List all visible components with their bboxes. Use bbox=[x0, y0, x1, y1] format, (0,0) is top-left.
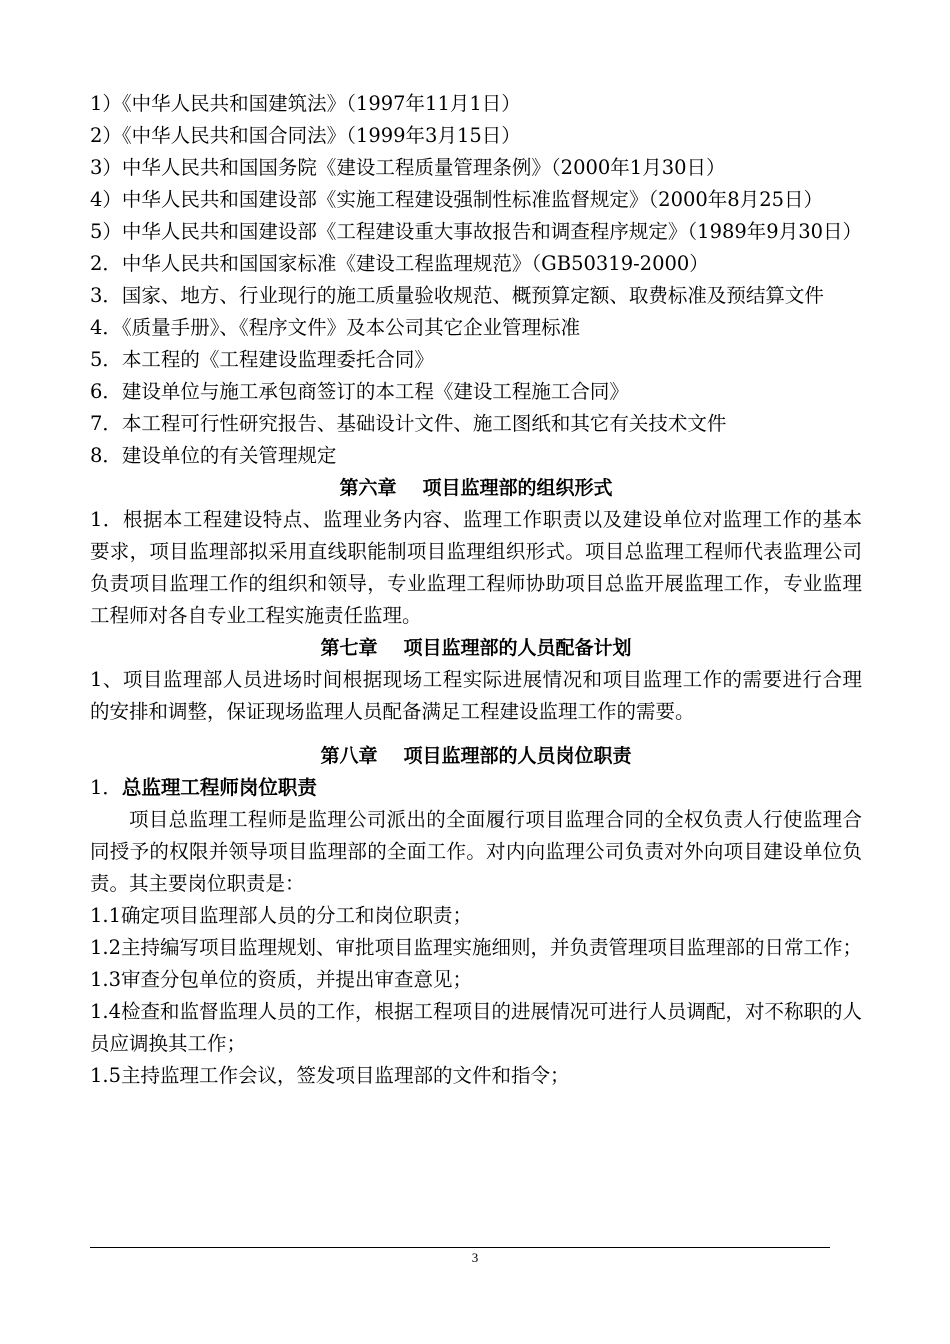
basis-item: 7．本工程可行性研究报告、基础设计文件、施工图纸和其它有关技术文件 bbox=[90, 412, 727, 435]
basis-item: 6．建设单位与施工承包商签订的本工程《建设工程施工合同》 bbox=[90, 380, 629, 403]
chapter-7-number: 第七章 bbox=[320, 637, 378, 659]
basis-item: 3．国家、地方、行业现行的施工质量验收规范、概预算定额、取费标准及预结算文件 bbox=[90, 284, 824, 307]
law-item: 3）中华人民共和国国务院《建设工程质量管理条例》（2000年1月30日） bbox=[90, 156, 726, 179]
chapter-6-number: 第六章 bbox=[339, 477, 397, 499]
section-intro: 项目总监理工程师是监理公司派出的全面履行项目监理合同的全权负责人行使监理合同授予的权限并领导项目监理部的全面工作。对内向监理公司负责对外向项目建设单位负责。其主要岗位职责是： bbox=[90, 808, 862, 895]
basis-item: 5．本工程的《工程建设监理委托合同》 bbox=[90, 348, 434, 371]
duty-item: 1.2主持编写项目监理规划、审批项目监理实施细则，并负责管理项目监理部的日常工作； bbox=[90, 936, 863, 959]
chapter-7-heading bbox=[90, 632, 862, 664]
basis-item: 8．建设单位的有关管理规定 bbox=[90, 444, 337, 467]
basis-item: 2．中华人民共和国国家标准《建设工程监理规范》（GB50319-2000） bbox=[90, 252, 709, 275]
duty-item: 1.3审查分包单位的资质，并提出审查意见； bbox=[90, 968, 473, 991]
chapter-8-number: 第八章 bbox=[320, 745, 378, 767]
section-title: 总监理工程师岗位职责 bbox=[121, 776, 317, 799]
duty-item: 1.1确定项目监理部人员的分工和岗位职责； bbox=[90, 904, 473, 927]
duty-item: 1.5主持监理工作会议，签发项目监理部的文件和指令； bbox=[90, 1064, 570, 1087]
document-page bbox=[90, 88, 862, 1092]
law-item: 5）中华人民共和国建设部《工程建设重大事故报告和调查程序规定》（1989年9月30日） bbox=[90, 220, 863, 243]
law-item: 1）《中华人民共和国建筑法》（1997年11月1日） bbox=[90, 92, 521, 115]
law-item: 4）中华人民共和国建设部《实施工程建设强制性标准监督规定》（2000年8月25日） bbox=[90, 188, 824, 211]
section-number: 1． bbox=[90, 776, 122, 799]
chapter-8-title: 项目监理部的人员岗位职责 bbox=[403, 745, 632, 767]
footer-divider bbox=[90, 1247, 830, 1248]
chapter-6-heading bbox=[90, 472, 862, 504]
basis-item: 4．《质量手册》、《程序文件》及本公司其它企业管理标准 bbox=[90, 316, 581, 339]
chapter-6-body: 1．根据本工程建设特点、监理业务内容、监理工作职责以及建设单位对监理工作的基本要求，项目监理部拟采用直线职能制项目监理组织形式。项目总监理工程师代表监理公司负责项目监理工作的组织和领导，专业监理工程师协助项目总监开展监理工作，专业监理工程师对各自专业工程实施责任监理。 bbox=[90, 508, 862, 627]
duty-item: 1.4检查和监督监理人员的工作，根据工程项目的进展情况可进行人员调配，对不称职的人员应调换其工作； bbox=[90, 1000, 863, 1055]
chapter-6-title: 项目监理部的组织形式 bbox=[422, 477, 613, 499]
law-item: 2）《中华人民共和国合同法》（1999年3月15日） bbox=[90, 124, 521, 147]
chapter-7-body: 1、项目监理部人员进场时间根据现场工程实际进展情况和项目监理工作的需要进行合理的安排和调整，保证现场监理人员配备满足工程建设监理工作的需要。 bbox=[90, 668, 862, 723]
chapter-7-title: 项目监理部的人员配备计划 bbox=[403, 637, 632, 659]
section-heading bbox=[90, 772, 862, 804]
page-number: 3 bbox=[471, 1250, 479, 1265]
chapter-8-heading bbox=[90, 740, 862, 772]
